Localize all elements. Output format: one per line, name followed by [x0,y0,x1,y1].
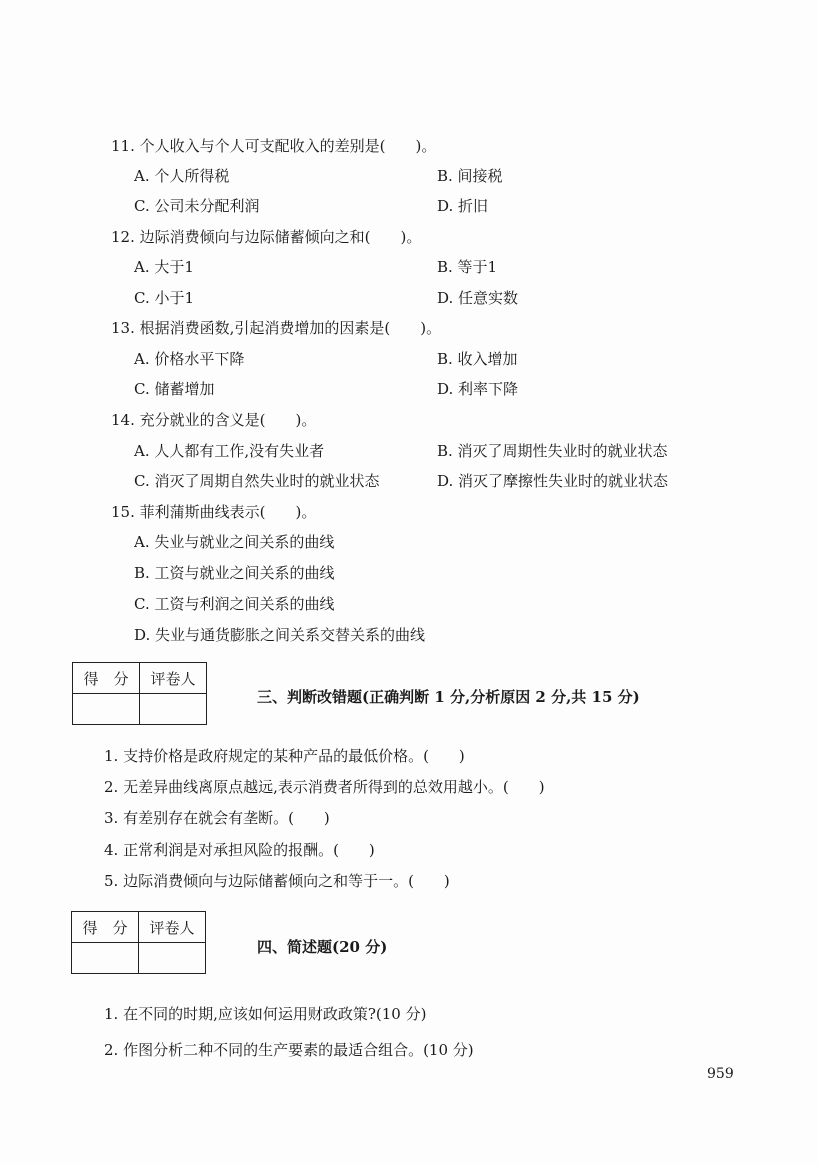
section-3-title: 三、判断改错题(正确判断 1 分,分析原因 2 分,共 15 分) [257,688,640,706]
question-13-option-a: A. 价格水平下降 [134,350,245,368]
question-12-stem: 12. 边际消费倾向与边际储蓄倾向之和( )。 [111,228,422,246]
question-12-option-a: A. 大于1 [134,258,194,276]
question-13-option-c: C. 储蓄增加 [134,380,215,398]
score-header: 得 分 [72,912,139,943]
judge-item-5: 5. 边际消费倾向与边际储蓄倾向之和等于一。( ) [104,872,450,890]
question-13-option-b: B. 收入增加 [437,350,518,368]
grader-cell [139,943,206,974]
question-15-option-a: A. 失业与就业之间关系的曲线 [134,533,335,551]
judge-item-4: 4. 正常利润是对承担风险的报酬。( ) [104,841,375,859]
question-11-option-a: A. 个人所得税 [134,167,230,185]
question-15-option-d: D. 失业与通货膨胀之间关系交替关系的曲线 [134,626,426,644]
question-13-stem: 13. 根据消费函数,引起消费增加的因素是( )。 [111,319,442,337]
question-12-option-b: B. 等于1 [437,258,498,276]
score-table-section-3 [72,662,207,725]
question-12-option-c: C. 小于1 [134,289,195,307]
question-13-option-d: D. 利率下降 [437,380,519,398]
question-15-option-b: B. 工资与就业之间关系的曲线 [134,564,335,582]
question-14-option-d: D. 消灭了摩擦性失业时的就业状态 [437,472,669,490]
grader-cell [140,694,207,725]
score-header: 得 分 [73,663,140,694]
question-15-option-c: C. 工资与利润之间关系的曲线 [134,595,335,613]
question-14-option-a: A. 人人都有工作,没有失业者 [134,442,325,460]
judge-item-1: 1. 支持价格是政府规定的某种产品的最低价格。( ) [104,747,465,765]
score-cell [72,943,139,974]
grader-header: 评卷人 [140,663,207,694]
question-11-option-b: B. 间接税 [437,167,503,185]
score-cell [73,694,140,725]
question-15-stem: 15. 菲利蒲斯曲线表示( )。 [111,503,317,521]
section-4-title: 四、简述题(20 分) [257,938,388,956]
question-11-option-d: D. 折旧 [437,197,489,215]
judge-item-3: 3. 有差别存在就会有垄断。( ) [104,809,330,827]
page-number: 959 [707,1066,734,1082]
score-table-section-4 [71,911,206,974]
question-14-stem: 14. 充分就业的含义是( )。 [111,411,317,429]
question-14-option-c: C. 消灭了周期自然失业时的就业状态 [134,472,380,490]
judge-item-2: 2. 无差异曲线离原点越远,表示消费者所得到的总效用越小。( ) [104,778,545,796]
question-11-option-c: C. 公司未分配利润 [134,197,260,215]
grader-header: 评卷人 [139,912,206,943]
question-14-option-b: B. 消灭了周期性失业时的就业状态 [437,442,668,460]
question-11-stem: 11. 个人收入与个人可支配收入的差别是( )。 [111,137,437,155]
question-12-option-d: D. 任意实数 [437,289,519,307]
short-answer-item-1: 1. 在不同的时期,应该如何运用财政政策?(10 分) [104,1005,427,1023]
short-answer-item-2: 2. 作图分析二种不同的生产要素的最适合组合。(10 分) [104,1041,474,1059]
